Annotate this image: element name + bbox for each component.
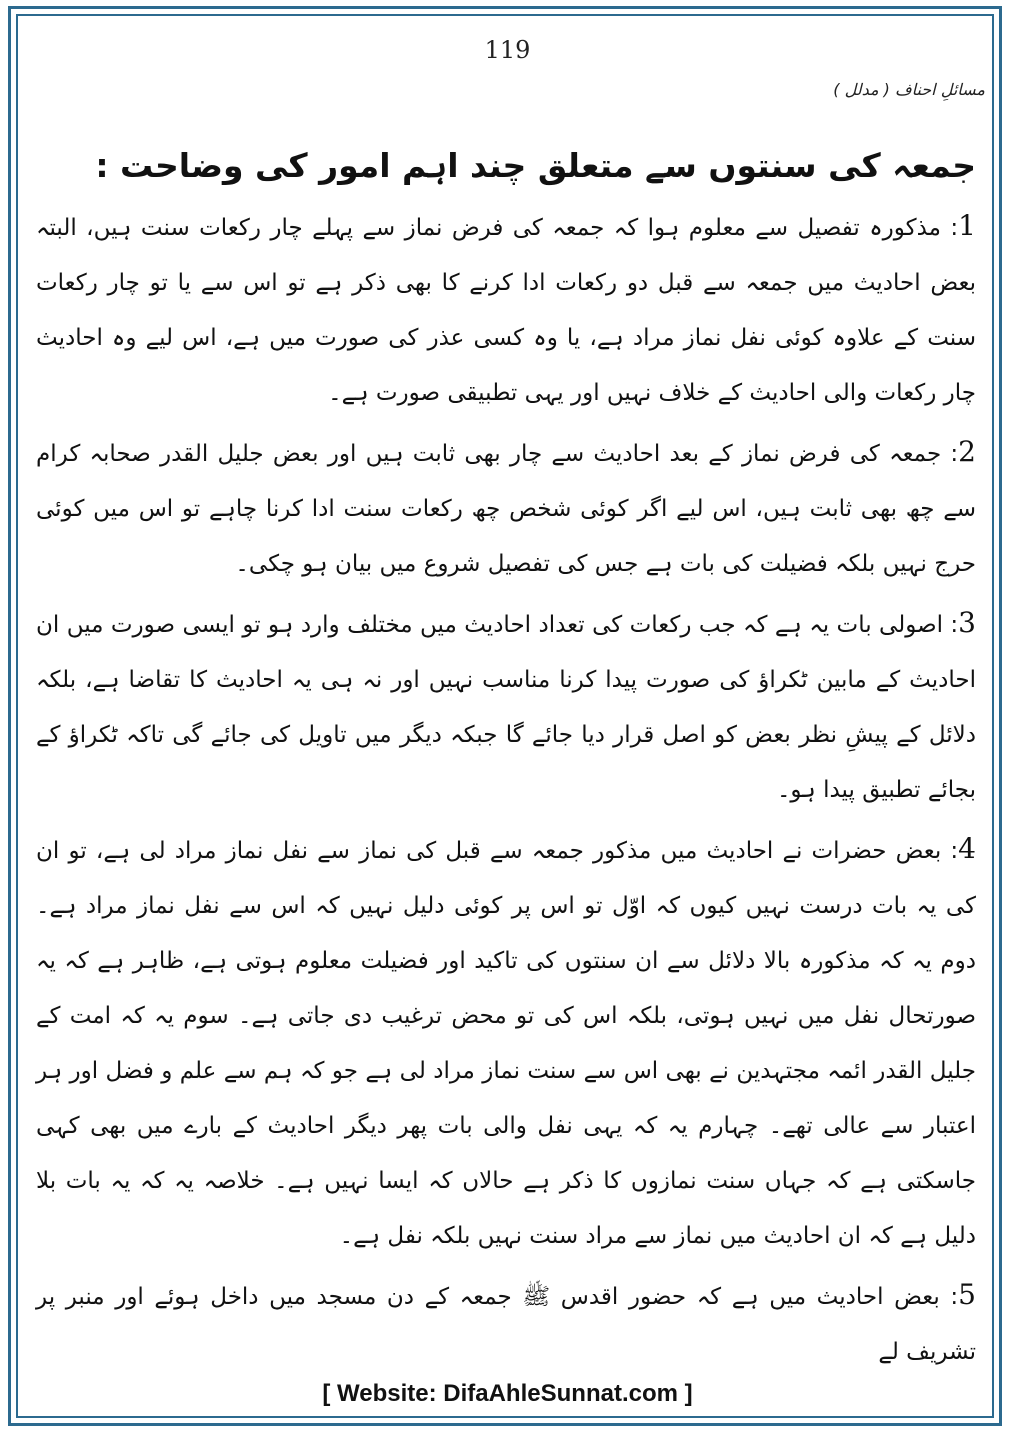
paragraph-3 xyxy=(36,595,976,818)
paragraph-text: : بعض احادیث میں ہے کہ حضور اقدس ﷺ جمعہ کے دن مسجد میں داخل ہوئے اور منبر پر تشریف لے xyxy=(36,1284,976,1365)
paragraph-1 xyxy=(36,198,976,421)
page-number: 119 xyxy=(484,36,531,64)
section-heading: جمعہ کی سنتوں سے متعلق چند اہم امور کی وضاحت : xyxy=(95,146,976,185)
paragraph-2 xyxy=(36,424,976,592)
paragraph-number: 3 xyxy=(958,606,976,639)
page-content xyxy=(36,140,976,1383)
paragraph-4 xyxy=(36,821,976,1264)
paragraph-text: : مذکورہ تفصیل سے معلوم ہوا کہ جمعہ کی فرض نماز سے پہلے چار رکعات سنت ہیں، البتہ بعض احادیث میں جمعہ سے قبل دو رکعات ادا کرنے کا بھی ذکر ہے تو اس سے یا تو چار رکعات سنت کے علاوہ کوئی نفل نماز مراد ہے، یا وہ کسی عذر کی صورت میں ہے، اس لیے وہ احادیث چار رکعات والی احادیث کے خلاف نہیں اور یہی تطبیقی صورت ہے۔ xyxy=(36,215,976,406)
paragraph-number: 4 xyxy=(958,832,976,865)
running-header: مسائلِ احناف ( مدلل ) xyxy=(833,80,985,99)
paragraph-text: : جمعہ کی فرض نماز کے بعد احادیث سے چار بھی ثابت ہیں اور بعض جلیل القدر صحابہ کرام سے چھ بھی ثابت ہیں، اس لیے اگر کوئی شخص چھ رکعات سنت ادا کرنا چاہے تو اس میں کوئی حرج نہیں بلکہ فضیلت کی بات ہے جس کی تفصیل شروع میں بیان ہو چکی۔ xyxy=(36,441,976,577)
paragraph-text: : بعض حضرات نے احادیث میں مذکور جمعہ سے قبل کی نماز سے نفل نماز مراد لی ہے، تو ان کی یہ بات درست نہیں کیوں کہ اوّل تو اس پر کوئی دلیل نہیں کہ اس سے نفل نماز مراد ہے۔ دوم یہ کہ مذکورہ بالا دلائل سے ان سنتوں کی تاکید اور فضیلت معلوم ہوتی ہے، ظاہر ہے کہ یہ صورتحال نفل میں نہیں ہوتی، بلکہ اس کی تو محض ترغیب دی جاتی ہے۔ سوم یہ کہ امت کے جلیل القدر ائمہ مجتہدین نے بھی اس سے سنت نماز مراد لی ہے جو کہ ہم سے علم و فضل اور ہر اعتبار سے عالی تھے۔ چہارم یہ کہ یہی نفل والی بات پھر دیگر احادیث کے بارے میں بھی کہی جاسکتی ہے کہ جہاں سنت نمازوں کا ذکر ہے حالاں کہ ایسا نہیں ہے۔ خلاصہ یہ کہ یہ بات بلا دلیل ہے کہ ان احادیث میں نماز سے مراد سنت نہیں بلکہ نفل ہے۔ xyxy=(36,838,976,1249)
paragraph-number: 1 xyxy=(958,209,976,242)
paragraph-5 xyxy=(36,1267,976,1380)
paragraph-text: : اصولی بات یہ ہے کہ جب رکعات کی تعداد احادیث میں مختلف وارد ہو تو ایسی صورت میں ان احادیث کے مابین ٹکراؤ کی صورت پیدا کرنا مناسب نہیں اور نہ ہی یہ احادیث کا تقاضا ہے، بلکہ دلائل کے پیشِ نظر بعض کو اصل قرار دیا جائے گا جبکہ دیگر میں تاویل کی جائے گی تاکہ ٹکراؤ کے بجائے تطبیق پیدا ہو۔ xyxy=(36,612,976,803)
paragraph-number: 2 xyxy=(958,435,976,468)
paragraph-number: 5 xyxy=(958,1278,976,1311)
website-footer: [ Website: DifaAhleSunnat.com ] xyxy=(322,1380,693,1407)
